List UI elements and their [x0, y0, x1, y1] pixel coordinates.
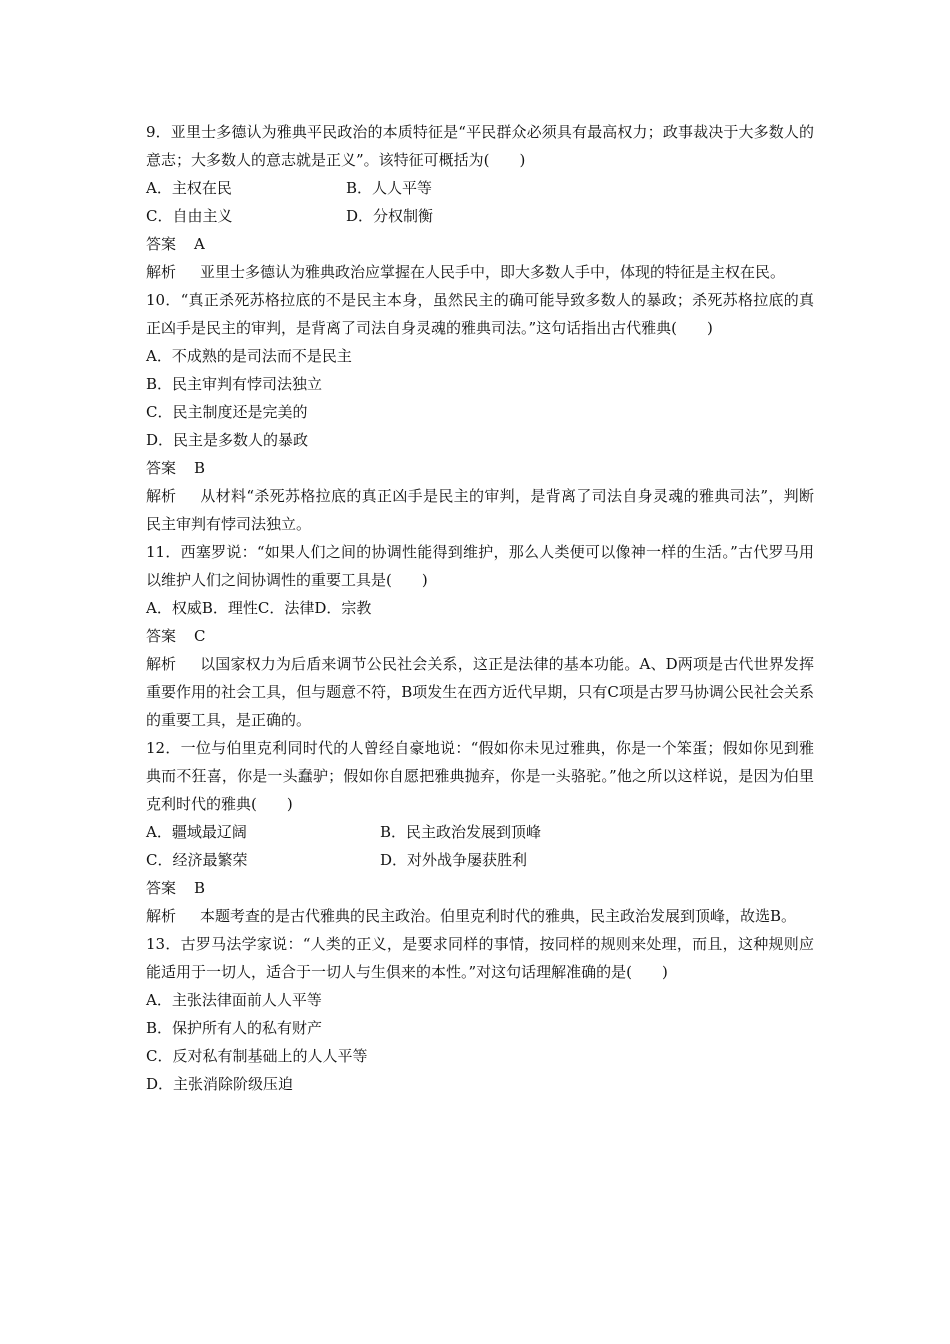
option-a: A．主张法律面前人人平等 — [146, 991, 322, 1009]
option-d: D．主张消除阶级压迫 — [146, 1075, 294, 1093]
question-stem: 9．亚里士多德认为雅典平民政治的本质特征是“平民群众必须具有最高权力；政事裁决于大多数人的意志；大多数人的意志就是正义”。该特征可概括为( ) — [146, 123, 814, 169]
option-a: A．主权在民 — [146, 179, 232, 197]
analysis-label: 解析 — [146, 907, 177, 925]
option-row — [146, 174, 814, 202]
analysis — [146, 650, 814, 734]
question-10 — [146, 286, 814, 538]
analysis-label: 解析 — [146, 263, 177, 281]
question-12 — [146, 734, 814, 930]
option-row — [146, 818, 814, 846]
answer-value: B — [194, 459, 206, 477]
option-c: C．民主制度还是完美的 — [146, 403, 308, 421]
answer-label: 答案 — [146, 627, 177, 645]
option-a: A．不成熟的是司法而不是民主 — [146, 347, 352, 365]
answer-line — [146, 454, 814, 482]
analysis — [146, 482, 814, 538]
option-b: B．民主政治发展到顶峰 — [380, 823, 542, 841]
question-9 — [146, 118, 814, 286]
analysis-text: 本题考查的是古代雅典的民主政治。伯里克利时代的雅典，民主政治发展到顶峰，故选B。 — [200, 907, 797, 925]
option-row — [146, 846, 814, 874]
option-c: C．反对私有制基础上的人人平等 — [146, 1047, 368, 1065]
analysis-text: 从材料“杀死苏格拉底的真正凶手是民主的审判，是背离了司法自身灵魂的雅典司法”，判断民主审判有悖司法独立。 — [146, 487, 814, 533]
analysis-label: 解析 — [146, 655, 177, 673]
analysis — [146, 902, 814, 930]
answer-line — [146, 874, 814, 902]
analysis-text: 亚里士多德认为雅典政治应掌握在人民手中，即大多数人手中，体现的特征是主权在民。 — [200, 263, 786, 281]
analysis — [146, 258, 814, 286]
option-d: D．民主是多数人的暴政 — [146, 431, 309, 449]
option-a: A．疆域最辽阔 — [146, 823, 247, 841]
question-stem: 10．“真正杀死苏格拉底的不是民主本身，虽然民主的确可能导致多数人的暴政；杀死苏格拉底的真正凶手是民主的审判，是背离了司法自身灵魂的雅典司法。”这句话指出古代雅典( ) — [146, 291, 814, 337]
answer-label: 答案 — [146, 879, 177, 897]
answer-label: 答案 — [146, 235, 177, 253]
analysis-label: 解析 — [146, 487, 177, 505]
options-inline: A．权威B．理性C．法律D．宗教 — [146, 599, 372, 617]
option-b: B．人人平等 — [346, 179, 433, 197]
answer-label: 答案 — [146, 459, 177, 477]
question-13 — [146, 930, 814, 1098]
question-11 — [146, 538, 814, 734]
answer-line — [146, 622, 814, 650]
option-d: D．对外战争屡获胜利 — [380, 851, 528, 869]
option-b: B．保护所有人的私有财产 — [146, 1019, 323, 1037]
answer-value: B — [194, 879, 206, 897]
option-d: D．分权制衡 — [346, 207, 434, 225]
option-row — [146, 202, 814, 230]
question-stem: 11．西塞罗说：“如果人们之间的协调性能得到维护，那么人类便可以像神一样的生活。”古代罗马用以维护人们之间协调性的重要工具是( ) — [146, 543, 814, 589]
document-body — [146, 118, 814, 1098]
option-c: C．自由主义 — [146, 207, 233, 225]
answer-line — [146, 230, 814, 258]
option-c: C．经济最繁荣 — [146, 851, 248, 869]
question-stem: 12．一位与伯里克利同时代的人曾经自豪地说：“假如你未见过雅典，你是一个笨蛋；假如你见到雅典而不狂喜，你是一头蠢驴；假如你自愿把雅典抛弃，你是一头骆驼。”他之所以这样说，是因为伯里克利时代的雅典( ) — [146, 739, 814, 813]
analysis-text: 以国家权力为后盾来调节公民社会关系，这正是法律的基本功能。A、D两项是古代世界发挥重要作用的社会工具，但与题意不符，B项发生在西方近代早期，只有C项是古罗马协调公民社会关系的重要工具，是正确的。 — [146, 655, 814, 729]
answer-value: C — [194, 627, 206, 645]
question-stem: 13．古罗马法学家说：“人类的正义，是要求同样的事情，按同样的规则来处理，而且，这种规则应能适用于一切人，适合于一切人与生俱来的本性。”对这句话理解准确的是( ) — [146, 935, 814, 981]
answer-value: A — [194, 235, 205, 253]
option-b: B．民主审判有悖司法独立 — [146, 375, 323, 393]
